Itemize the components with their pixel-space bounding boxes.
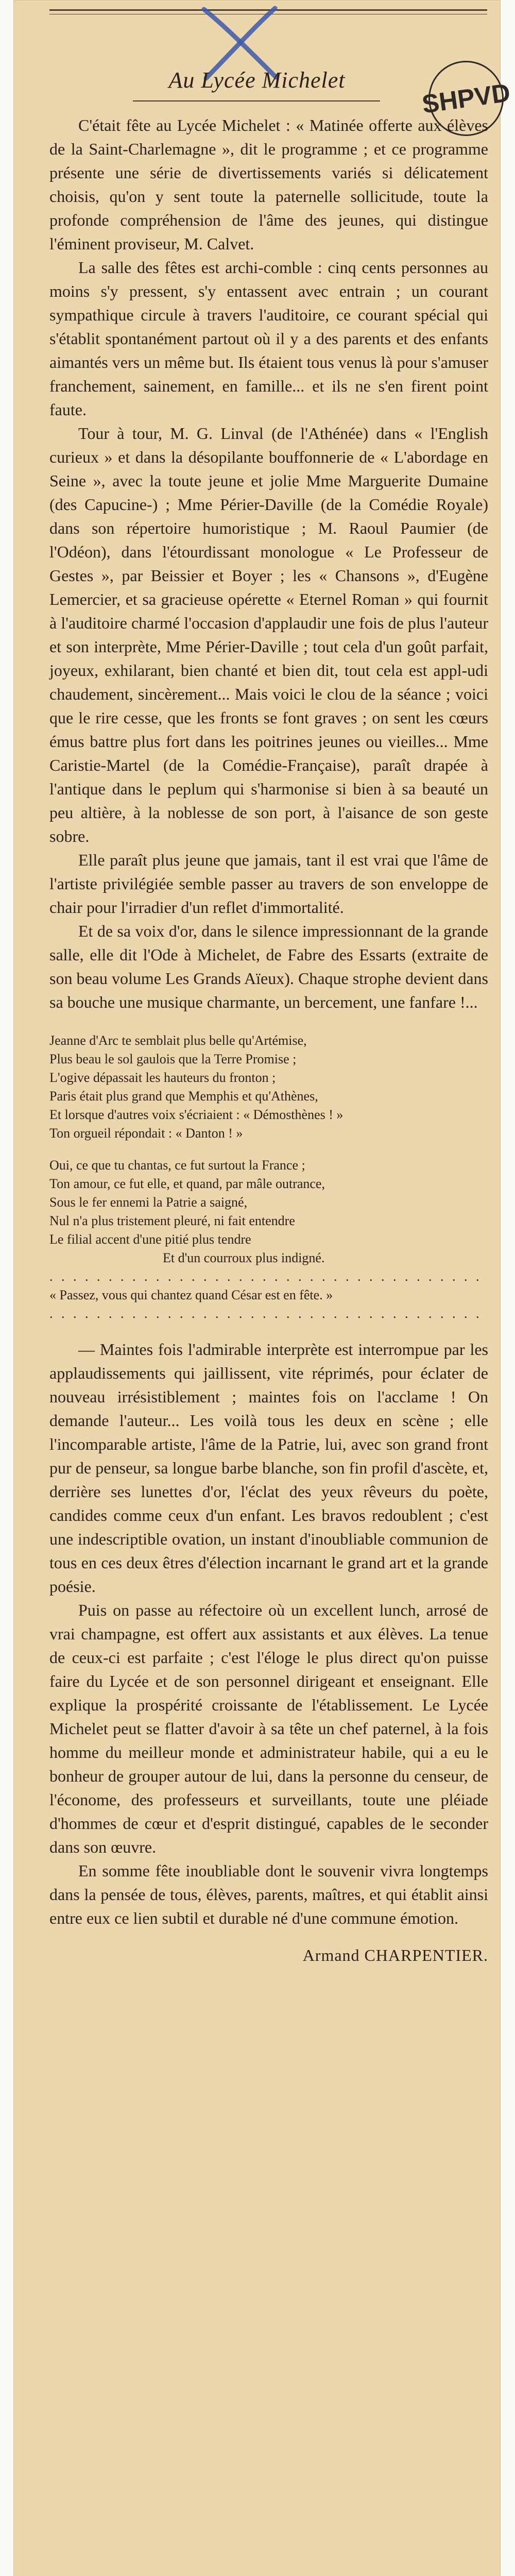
poem-line: Plus beau le sol gaulois que la Terre Promise ;: [49, 1052, 297, 1066]
paragraph: C'était fête au Lycée Michelet : « Matinée offerte aux élèves de la Saint-Charlemagne », dit le programme ; et ce programme présente une série de divertissements variés si délicatement choisis, qu'on y sent toute la paternelle sollicitude, toute la profonde compréhension de l'âme des jeunes, qui distingue l'éminent proviseur, M. Calvet.: [49, 116, 488, 253]
poem-line: Ton amour, ce fut elle, et quand, par mâle outrance,: [49, 1176, 325, 1191]
ellipsis-dots: . . . . . . . . . . . . . . . . . . . . . . . . . . . . . . . . . . . . .: [49, 1269, 482, 1284]
poem-line: Nul n'a plus tristement pleuré, ni fait entendre: [49, 1213, 295, 1228]
ellipsis-dots: . . . . . . . . . . . . . . . . . . . . . . . . . . . . . . . . . . . . .: [49, 1306, 482, 1321]
poem-line: L'ogive dépassait les hauteurs du fronton ;: [49, 1070, 276, 1085]
poem-line: Et lorsque d'autres voix s'écriaient : « Démosthènes ! »: [49, 1107, 344, 1122]
paragraph: Puis on passe au réfectoire où un excellent lunch, arrosé de vrai champagne, est offert aux assistants et aux élèves. La tenue de ceux-ci est parfaite ; c'est l'éloge le plus direct qu'on puisse faire du Lycée et de son personnel dirigeant et enseignant. Elle explique la prospérité croissante de l'établissement. Le Lycée Michelet peut se flatter d'avoir à sa tête un chef paternel, à la fois homme du meilleur monde et administrateur habile, qui a eu le bonheur de grouper autour de lui, dans la personne du censeur, de l'économe, des professeurs et surveillants, toute une pléiade d'hommes de cœur et d'esprit distingué, capables de le seconder dans son œuvre.: [49, 1601, 488, 1856]
paragraph: Et de sa voix d'or, dans le silence impressionnant de la grande salle, elle dit l'Ode à Michelet, de Fabre des Essarts (extraite de son beau volume Les Grands Aïeux). Chaque strophe devient dans sa bouche une musique charmante, un bercement, une fanfare !...: [49, 922, 488, 1011]
poem-line: Oui, ce que tu chantas, ce fut surtout la France ;: [49, 1158, 305, 1173]
article-body: [49, 113, 488, 1967]
archive-stamp: SHPVD: [424, 56, 509, 141]
poem-line: Paris était plus grand que Memphis et qu'Athènes,: [49, 1089, 318, 1104]
paragraph: Elle paraît plus jeune que jamais, tant il est vrai que l'âme de l'artiste privilégiée semble passer au travers de son enveloppe de chair pour l'irradier d'un reflet d'immortalité.: [49, 851, 488, 917]
poem-line: Jeanne d'Arc te semblait plus belle qu'Artémise,: [49, 1033, 307, 1048]
newspaper-clipping: [13, 0, 512, 2576]
author-signature: Armand CHARPENTIER.: [302, 1946, 488, 1964]
paragraph: Tour à tour, M. G. Linval (de l'Athénée) dans « l'English curieux » et dans la désopilante bouffonnerie de « L'abordage en Seine », avec la toute jeune et jolie Mme Marguerite Dumaine (des Capucine-) ; Mme Périer-Daville (de la Comédie Royale) dans son répertoire humoristique ; M. Raoul Paumier (de l'Odéon), dans l'étourdissant monologue « Le Professeur de Gestes », par Beissier et Boyer ; les « Chansons », d'Eugène Lemercier, et sa gracieuse opérette « Eternel Roman » qui fournit à l'auditoire charmé l'occasion d'applaudir une fois de plus l'auteur et son interprète, Mme Périer-Daville ; tout cela d'un goût parfait, joyeux, exhilarant, bien chanté et bien dit, tout cela est appl-udi chaudement, sincèrement... Mais voici le clou de la séance ; voici que le rire cesse, que les fronts se font graves ; on sent les cœurs émus battre plus fort dans les poitrines jeunes ou vieilles... Mme Caristie-Martel (de la Comédie-Française), paraît drapée à l'antique dans le peplum qui s'harmonise si bien à sa beauté un peu altière, à la noblesse de son port, à l'aisance de son geste sobre.: [49, 424, 488, 845]
poem-line: « Passez, vous qui chantez quand César est en fête. »: [49, 1287, 333, 1302]
poem-line: Ton orgueil répondait : « Danton ! »: [49, 1126, 243, 1141]
poem-excerpt: [49, 1031, 488, 1323]
poem-line: Le filial accent d'une pitié plus tendre: [49, 1232, 251, 1247]
poem-line: Sous le fer ennemi la Patrie a saigné,: [49, 1195, 248, 1210]
title-rule: [133, 100, 380, 101]
poem-line: Et d'un courroux plus indigné.: [163, 1250, 325, 1265]
article-title: Au Lycée Michelet: [168, 67, 346, 93]
poem-stanza: [49, 1156, 488, 1267]
paragraph: La salle des fêtes est archi-comble : cinq cents personnes au moins s'y pressent, s'y entassent avec entrain ; un courant sympathique circule à travers l'auditoire, ce courant spécial qui s'établit spontanément partout où il y a des parents et des enfants aimantés vers un même but. Ils étaient tous venus là pour s'amuser franchement, sainement, en famille... et ils ne s'en firent point faute.: [49, 258, 488, 419]
paragraph: En somme fête inoubliable dont le souvenir vivra longtemps dans la pensée de tous, élèves, parents, maîtres, et qui établit ainsi entre eux ce lien subtil et durable né d'une commune émotion.: [49, 1861, 488, 1927]
paragraph: — Maintes fois l'admirable interprète est interrompue par les applaudissements qui jaillissent, vite réprimés, pour éclater de nouveau irrésistiblement ; maintes fois on l'acclame ! On demande l'auteur... Les voilà tous les deux en scène ; elle l'incomparable artiste, l'âme de la Patrie, lui, avec son grand front pur de penseur, sa longue barbe blanche, son fin profil d'ascète, et, derrière ses lunettes d'or, l'éclat des yeux rêveurs du poète, candides comme ceux d'un enfant. Les bravos redoublent ; c'est une indescriptible ovation, un instant d'inoubliable communion de tous en ces deux êtres d'élection incarnant le grand art et la grande poésie.: [49, 1340, 488, 1596]
